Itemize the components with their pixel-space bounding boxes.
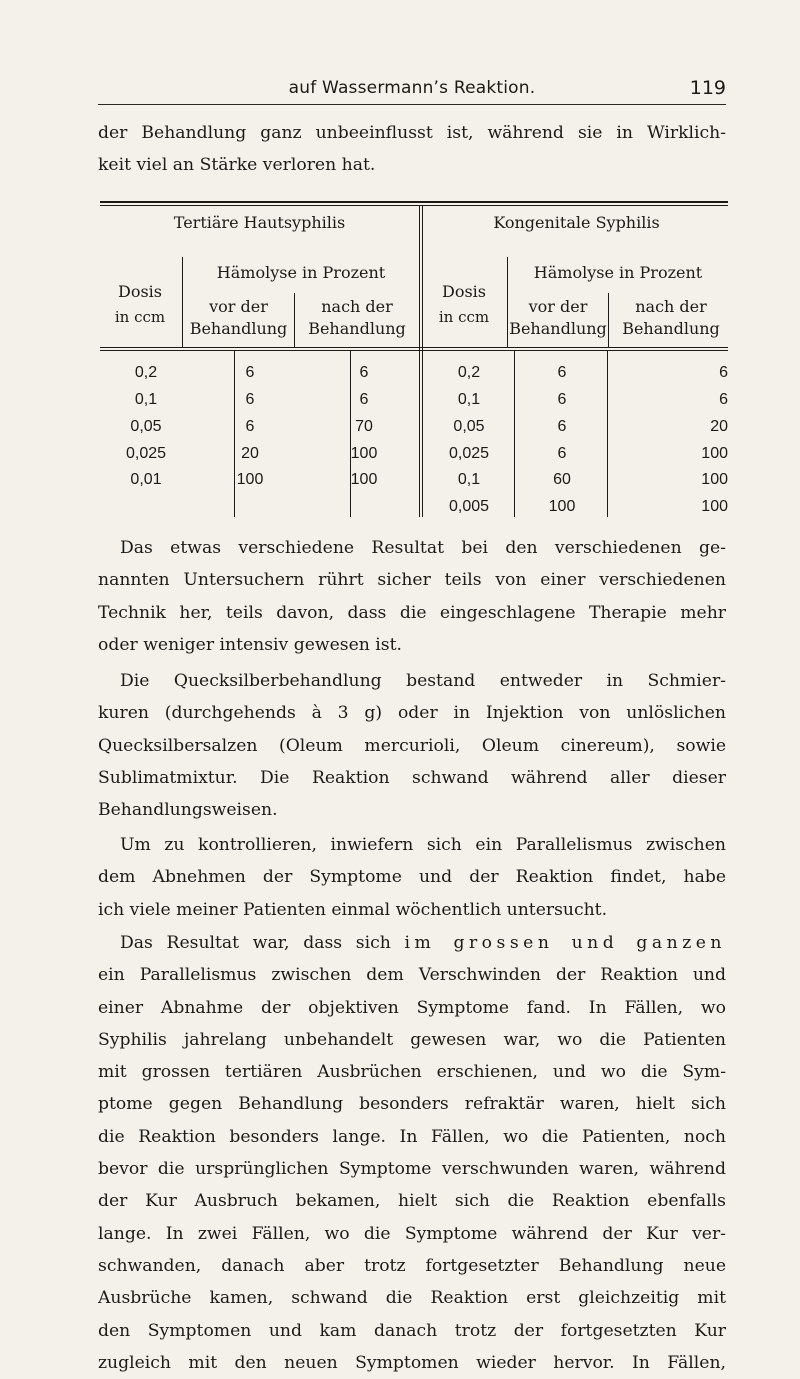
cell-after: 6: [719, 391, 728, 408]
cell-dose: 0,025: [125, 445, 167, 462]
paragraph-4: [98, 927, 726, 1379]
hemolysis-label-left: Hämolyse in Prozent: [216, 263, 386, 282]
cell-after: 6: [359, 364, 369, 381]
cell-after: 100: [701, 445, 728, 462]
table-top-rule-thin: [100, 205, 728, 206]
text-line: ich viele meiner Patienten einmal wöchentlich untersucht.: [98, 899, 608, 920]
text-line: dem Abnehmen der Symptome und der Reaktion findet, habe: [98, 867, 726, 888]
cell-dose: 0,2: [134, 364, 158, 381]
after-label-line2: Behandlung: [308, 319, 406, 338]
paragraph-2: [98, 665, 726, 826]
before-label-left: [183, 297, 294, 338]
text-line: lange. In zwei Fällen, wo die Symptome während der Kur ver-: [98, 1223, 726, 1244]
before-label-right: [508, 297, 608, 338]
text-line: Syphilis jahrelang unbehandelt gewesen war, wo die Patienten: [98, 1029, 726, 1050]
cell-after: 100: [701, 471, 728, 488]
cell-after: 6: [719, 364, 728, 381]
after-label-line1: nach der: [321, 297, 393, 316]
after-label-right: [609, 297, 733, 338]
text-line: keit viel an Stärke verloren hat.: [98, 155, 376, 176]
cell-dose: 0,025: [448, 445, 490, 462]
text-line: die Reaktion besonders lange. In Fällen, wo die Patienten, noch: [98, 1126, 726, 1147]
cell-after: 20: [710, 418, 728, 435]
cell-before: 100: [236, 471, 264, 488]
group-header-congenital: Kongenitale Syphilis: [493, 213, 660, 232]
dose-label-line1: Dosis: [118, 282, 162, 301]
cell-dose: 0,01: [130, 471, 162, 488]
cell-dose: 0,05: [130, 418, 162, 435]
cell-before: 100: [548, 498, 576, 515]
text-line: der Kur Ausbruch bekamen, hielt sich die Reaktion ebenfalls: [98, 1191, 726, 1212]
paragraph-1: [98, 532, 726, 661]
intro-paragraph: [98, 117, 726, 182]
before-label-line2: Behandlung: [189, 319, 288, 338]
text-line: Technik her, teils davon, dass die eingeschlagene Therapie mehr: [98, 602, 726, 623]
text-line: Sublimatmixtur. Die Reaktion schwand während aller dieser: [98, 767, 726, 788]
text-line: kuren (durchgehends à 3 g) oder in Injektion von unlöslichen: [98, 703, 726, 724]
text-line: den Symptomen und kam danach trotz der fortgesetzten Kur: [98, 1320, 726, 1341]
text-line: bevor die ursprünglichen Symptome verschwunden waren, während: [98, 1159, 726, 1180]
text-line: [98, 927, 726, 959]
cell-after: 6: [359, 391, 369, 408]
header-bottom-rule-2: [100, 350, 728, 351]
dose-label-right: [423, 282, 505, 301]
center-divider: [419, 206, 420, 517]
text-line: Behandlungsweisen.: [98, 800, 278, 821]
text-line: der Behandlung ganz unbeeinflusst ist, während sie in Wirklich-: [98, 123, 726, 143]
text-line: mit grossen tertiären Ausbrüchen erschienen, und wo die Sym-: [98, 1062, 726, 1083]
text-line: Quecksilbersalzen (Oleum mercurioli, Oleum cinereum), sowie: [98, 735, 726, 756]
text-line: ein Parallelismus zwischen dem Verschwinden der Reaktion und: [98, 965, 726, 986]
cell-before: 20: [241, 445, 259, 462]
dose-unit-left: in ccm: [114, 308, 166, 326]
col-rule: [607, 351, 608, 517]
cell-after: 100: [350, 445, 378, 462]
page-number: 119: [689, 77, 726, 99]
cell-dose: 0,05: [453, 418, 485, 435]
cell-before: 6: [245, 364, 255, 381]
running-title: auf Wassermann’s Reaktion.: [288, 78, 536, 98]
cell-before: 6: [245, 418, 255, 435]
text-fragment: Das Resultat war, dass sich: [120, 933, 391, 953]
text-line: einer Abnahme der objektiven Symptome fand. In Fällen, wo: [98, 997, 726, 1018]
text-line: zugleich mit den neuen Symptomen wieder hervor. In Fällen,: [98, 1352, 726, 1373]
after-label-left: [295, 297, 419, 338]
text-line: Um zu kontrollieren, inwiefern sich ein Parallelismus zwischen: [120, 835, 726, 855]
text-line: Ausbrüche kamen, schwand die Reaktion erst gleichzeitig mit: [98, 1288, 726, 1309]
cell-after: 100: [701, 498, 728, 515]
table-top-rule: [100, 201, 728, 203]
hemolysis-table: [100, 201, 728, 517]
text-line: nannten Untersuchern rührt sicher teils von einer verschiedenen: [98, 570, 726, 591]
before-label-line2: Behandlung: [509, 319, 607, 338]
text-line: Das etwas verschiedene Resultat bei den verschiedenen ge-: [120, 538, 726, 558]
after-label-line1: nach der: [635, 297, 707, 316]
after-label-line2: Behandlung: [622, 319, 720, 338]
cell-before: 6: [245, 391, 255, 408]
text-line: ptome gegen Behandlung besonders refraktär waren, hielt sich: [98, 1094, 726, 1115]
group-header-tertiary: Tertiäre Hautsyphilis: [173, 213, 346, 232]
running-head: [98, 78, 726, 105]
paragraph-3: [98, 829, 726, 926]
cell-before: 6: [557, 445, 567, 462]
cell-before: 6: [557, 418, 567, 435]
text-line: Die Quecksilberbehandlung bestand entweder in Schmier-: [120, 671, 726, 691]
emphasized-phrase: im grossen und ganzen: [404, 933, 727, 953]
cell-dose: 0,1: [457, 391, 481, 408]
dose-label-left: [100, 282, 180, 301]
cell-dose: 0,2: [457, 364, 481, 381]
hemolysis-label-right: Hämolyse in Prozent: [533, 263, 703, 282]
cell-after: 70: [355, 418, 373, 435]
col-rule: [514, 351, 515, 517]
before-label-line1: vor der: [209, 297, 268, 316]
cell-before: 6: [557, 364, 567, 381]
before-label-line1: vor der: [528, 297, 588, 316]
dose-label-line1: Dosis: [442, 282, 486, 301]
cell-dose: 0,1: [457, 471, 481, 488]
cell-before: 6: [557, 391, 567, 408]
dose-unit-right: in ccm: [438, 308, 490, 326]
cell-dose: 0,005: [448, 498, 490, 515]
header-bottom-rule: [100, 347, 728, 348]
cell-before: 60: [553, 471, 571, 488]
cell-dose: 0,1: [134, 391, 158, 408]
text-line: oder weniger intensiv gewesen ist.: [98, 634, 402, 655]
center-divider-2: [422, 206, 423, 517]
text-line: schwanden, danach aber trotz fortgesetzter Behandlung neue: [98, 1255, 726, 1276]
cell-after: 100: [350, 471, 378, 488]
